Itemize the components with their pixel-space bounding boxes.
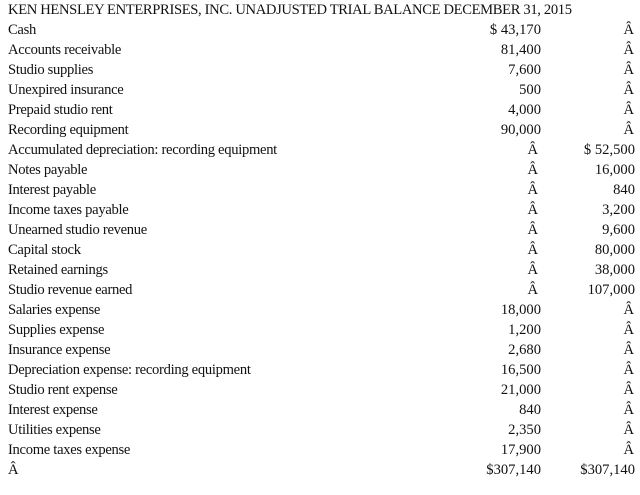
account-name: Recording equipment	[8, 122, 129, 138]
debit-amount: Â	[527, 242, 538, 258]
credit-amount: Â	[623, 22, 634, 38]
credit-amount: Â	[623, 82, 634, 98]
credit-amount: Â	[623, 322, 634, 338]
table-row	[8, 120, 640, 140]
table-row	[8, 100, 640, 120]
table-row	[8, 160, 640, 180]
debit-amount: Â	[527, 162, 538, 178]
table-row	[8, 180, 640, 200]
debit-amount: 500	[519, 82, 541, 98]
account-name: Cash	[8, 22, 36, 38]
table-row	[8, 420, 640, 440]
credit-amount: Â	[623, 382, 634, 398]
debit-amount: Â	[527, 202, 538, 218]
account-name: Studio supplies	[8, 62, 94, 78]
account-name: Utilities expense	[8, 422, 101, 438]
account-name: Salaries expense	[8, 302, 101, 318]
credit-amount: 3,200	[602, 202, 635, 218]
debit-amount: Â	[527, 142, 538, 158]
table-row	[8, 320, 640, 340]
credit-amount: Â	[623, 362, 634, 378]
debit-amount: 90,000	[500, 122, 541, 138]
debit-amount: Â	[527, 262, 538, 278]
credit-amount: 16,000	[594, 162, 635, 178]
table-row	[8, 400, 640, 420]
credit-amount: 9,600	[602, 222, 635, 238]
account-name: Income taxes expense	[8, 442, 131, 458]
table-row	[8, 440, 640, 460]
debit-amount: 7,600	[508, 62, 541, 78]
account-name: Depreciation expense: recording equipment	[8, 362, 251, 378]
credit-amount: 107,000	[587, 282, 635, 298]
credit-amount: $ 52,500	[583, 142, 635, 158]
debit-amount: 81,400	[500, 42, 541, 58]
credit-amount: Â	[623, 122, 634, 138]
table-row	[8, 300, 640, 320]
total-debit: $307,140	[486, 462, 541, 478]
table-row	[8, 240, 640, 260]
trial-balance-rows	[8, 20, 640, 460]
account-name: Income taxes payable	[8, 202, 129, 218]
credit-amount: Â	[623, 102, 634, 118]
total-credit: $307,140	[580, 462, 635, 478]
debit-amount: 2,350	[508, 422, 541, 438]
credit-amount: Â	[623, 442, 634, 458]
credit-amount: Â	[623, 62, 634, 78]
table-row	[8, 200, 640, 220]
debit-amount: Â	[527, 282, 538, 298]
account-name: Notes payable	[8, 162, 88, 178]
credit-amount: Â	[623, 422, 634, 438]
debit-amount: 16,500	[500, 362, 541, 378]
debit-amount: 21,000	[500, 382, 541, 398]
account-name: Accumulated depreciation: recording equipment	[8, 142, 277, 158]
table-row	[8, 40, 640, 60]
account-name: Capital stock	[8, 242, 81, 258]
table-row	[8, 20, 640, 40]
table-row	[8, 380, 640, 400]
credit-amount: 80,000	[594, 242, 635, 258]
debit-amount: 17,900	[500, 442, 541, 458]
table-row	[8, 80, 640, 100]
table-row	[8, 60, 640, 80]
account-name: Retained earnings	[8, 262, 108, 278]
account-name: Studio revenue earned	[8, 282, 133, 298]
table-row	[8, 280, 640, 300]
credit-amount: 38,000	[594, 262, 635, 278]
table-row	[8, 340, 640, 360]
totals-row	[8, 460, 640, 480]
account-name: Interest payable	[8, 182, 96, 198]
debit-amount: $ 43,170	[489, 22, 541, 38]
account-name: Interest expense	[8, 402, 98, 418]
credit-amount: Â	[623, 42, 634, 58]
account-name: Unearned studio revenue	[8, 222, 147, 238]
account-name: Prepaid studio rent	[8, 102, 113, 118]
table-row	[8, 140, 640, 160]
debit-amount: 2,680	[508, 342, 541, 358]
account-name: Accounts receivable	[8, 42, 122, 58]
credit-amount: 840	[613, 182, 635, 198]
trial-balance-document	[8, 0, 640, 480]
table-row	[8, 360, 640, 380]
debit-amount: 1,200	[508, 322, 541, 338]
account-name: Supplies expense	[8, 322, 105, 338]
account-name: Unexpired insurance	[8, 82, 124, 98]
credit-amount: Â	[623, 402, 634, 418]
account-name: Insurance expense	[8, 342, 111, 358]
debit-amount: Â	[527, 222, 538, 238]
credit-amount: Â	[623, 342, 634, 358]
debit-amount: 840	[519, 402, 541, 418]
table-row	[8, 220, 640, 240]
debit-amount: 18,000	[500, 302, 541, 318]
debit-amount: Â	[527, 182, 538, 198]
totals-label: Â	[8, 462, 19, 478]
table-row	[8, 260, 640, 280]
debit-amount: 4,000	[508, 102, 541, 118]
credit-amount: Â	[623, 302, 634, 318]
trial-balance-title: KEN HENSLEY ENTERPRISES, INC. UNADJUSTED TRIAL BALANCE DECEMBER 31, 2015	[8, 2, 572, 18]
account-name: Studio rent expense	[8, 382, 118, 398]
